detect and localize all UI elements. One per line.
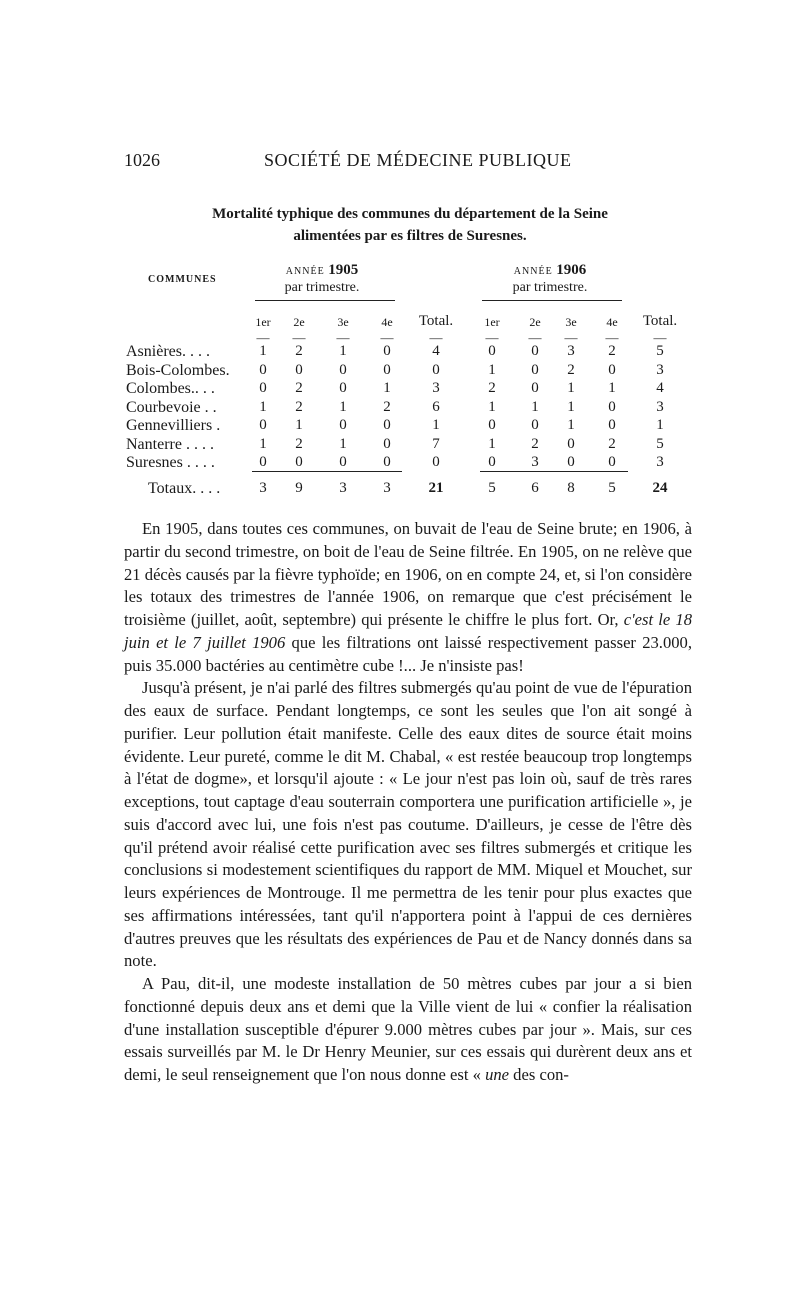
commune-name: Bois-Colombes.: [126, 361, 230, 379]
column-dash: —: [485, 330, 499, 345]
body-text: [124, 518, 692, 1087]
table-cell: 0: [339, 380, 347, 396]
totals-cell: 3: [259, 480, 267, 496]
table-cell: 2: [295, 435, 303, 452]
header-rule-1905: [255, 300, 395, 301]
commune-name: Nanterre . . . .: [126, 435, 214, 453]
table-cell: 0: [567, 454, 575, 470]
table-cell: 0: [383, 435, 391, 452]
table-cell: 0: [383, 361, 391, 378]
table-title-line-2: alimentées par es filtres de Suresnes.: [293, 228, 527, 244]
communes-header: COMMUNES: [148, 274, 217, 285]
table-cell: 1: [339, 435, 347, 452]
commune-name: Asnières. . . .: [126, 343, 210, 360]
table-cell: 0: [432, 361, 440, 378]
totals-cell: 8: [567, 480, 575, 496]
totals-label: Totaux. . . .: [148, 480, 221, 497]
table-cell: 0: [531, 417, 539, 433]
table-cell: 3: [567, 343, 575, 359]
journal-title: SOCIÉTÉ DE MÉDECINE PUBLIQUE: [264, 150, 572, 170]
table-cell: 1: [259, 398, 267, 415]
table-cell: 1: [432, 417, 440, 433]
totals-cell: 21: [428, 480, 444, 496]
table-cell: 0: [259, 380, 267, 396]
table-cell: 0: [608, 417, 616, 433]
table-cell: 0: [608, 454, 616, 470]
table-cell: 2: [295, 380, 303, 396]
table-cell: 2: [295, 343, 303, 359]
quarter-header-1905: 3e: [337, 315, 349, 329]
table-cell: 1: [567, 398, 575, 415]
table-cell: 1: [531, 398, 539, 415]
table-cell: 2: [608, 435, 616, 452]
table-cell: 0: [531, 343, 539, 359]
column-dash: —: [528, 330, 542, 345]
totals-cell: 9: [295, 480, 303, 496]
table-cell: 0: [339, 417, 347, 433]
table-cell: 0: [383, 417, 391, 433]
table-cell: 3: [656, 361, 664, 378]
table-cell: 1: [488, 435, 496, 452]
quarter-header-1905: 4e: [381, 315, 393, 329]
totals-cell: 6: [531, 480, 539, 496]
totals-rule-1906: [480, 471, 628, 472]
year-value: 1906: [556, 262, 587, 278]
paragraph-1-text-end: que les filtrations ont laissé respectivement passer 23.000, puis 35.000 bactéries au centimètre cube !... Je n'insiste pas!: [124, 632, 692, 675]
commune-name: Suresnes . . . .: [126, 454, 215, 471]
table-cell: 0: [259, 454, 267, 470]
table-cell: 0: [339, 361, 347, 378]
header-rule-1906: [482, 300, 622, 301]
table-cell: 0: [488, 454, 496, 470]
table-cell: 1: [488, 398, 496, 415]
table-cell: 0: [259, 361, 267, 378]
paragraph-3-text: A Pau, dit-il, une modeste installation de 50 mètres cubes par jour a si bien fonctionné depuis deux ans et demi que la Ville vient de lui « confier la réalisation d'une installation susceptible d'épurer 9.000 mètres cubes par jour ». Mais, sur ces essais surveillés par M. le Dr Henry Meunier, sur ces essais qui durèrent deux ans et demi, le seul renseignement que l'on nous donne est «: [124, 974, 692, 1084]
totals-cell: 3: [339, 480, 347, 496]
table-cell: 2: [531, 435, 539, 452]
column-dash: —: [336, 330, 350, 345]
table-cell: 0: [488, 343, 496, 359]
paragraph-2: Jusqu'à présent, je n'ai parlé des filtres submergés qu'au point de vue de l'épuration des eaux de surface. Pendant longtemps, ce sont les seules que l'on ait songé à purifier. Leur pollution était manifeste. Celle des eaux dites de source était moins évidente. Leur pureté, comme le dit M. Chabal, « est restée beaucoup trop longtemps à l'état de dogme», et lorsqu'il ajoute : « Le jour n'est pas loin où, sauf de très rares exceptions, tout captage d'eau souterrain comportera une purification artificielle », je suis d'accord avec lui, une fois n'est pas coutume. D'ailleurs, je cesse de l'être dès qu'il prétend avoir réalisé cette purification avec ses filtres submergés et critique les conclusions si modestement scientifiques du rapport de MM. Miquel et Mouchet, sur leurs expériences de Montrouge. Il me permettra de les tenir pour plus exactes que ses affirmations intéressées, tant qu'il n'apportera point à l'appui de ces dernières d'autres preuves que les résultats des expériences de Pau et de Nancy donnés dans sa note.: [124, 678, 692, 971]
table-cell: 2: [488, 380, 496, 396]
table-title-line-1: Mortalité typhique des communes du département de la Seine: [212, 206, 608, 222]
table-cell: 1: [339, 398, 347, 415]
table-cell: 3: [656, 398, 664, 415]
table-cell: 2: [608, 343, 616, 359]
column-dash: —: [605, 330, 619, 345]
mortality-table: [0, 0, 800, 520]
quarter-header-1906: 2e: [529, 315, 541, 329]
table-cell: 0: [295, 454, 303, 470]
quarter-header-1905: 1er: [255, 315, 271, 329]
table-cell: 1: [488, 361, 496, 378]
paragraph-3-italic: une: [485, 1065, 510, 1084]
per-quarter-1905: par trimestre.: [284, 280, 360, 295]
table-cell: 0: [608, 398, 616, 415]
table-cell: 0: [608, 361, 616, 378]
quarter-header-1906: 1er: [484, 315, 500, 329]
page-number: 1026: [124, 150, 160, 170]
total-header-1905: Total.: [418, 313, 454, 329]
year-label: ANNÉE: [513, 266, 553, 277]
year-label: ANNÉE: [285, 266, 325, 277]
table-cell: 1: [567, 380, 575, 396]
column-dash: —: [256, 330, 270, 345]
column-dash: —: [292, 330, 306, 345]
table-cell: 0: [339, 454, 347, 470]
table-cell: 4: [656, 380, 664, 396]
totals-cell: 24: [652, 480, 668, 496]
table-cell: 3: [432, 380, 440, 396]
year-1905-header: [286, 262, 358, 279]
column-dash: —: [380, 330, 394, 345]
table-cell: 1: [295, 417, 303, 433]
table-cell: 6: [432, 398, 440, 415]
table-cell: 5: [656, 435, 664, 452]
table-cell: 0: [488, 417, 496, 433]
column-dash: —: [564, 330, 578, 345]
year-value: 1905: [328, 262, 359, 278]
table-cell: 1: [608, 380, 616, 396]
paragraph-3-text-end: des con-: [509, 1065, 569, 1084]
table-cell: 1: [259, 435, 267, 452]
table-cell: 0: [531, 380, 539, 396]
table-cell: 1: [383, 380, 391, 396]
table-cell: 5: [656, 343, 664, 359]
table-cell: 0: [383, 454, 391, 470]
table-cell: 0: [432, 454, 440, 470]
commune-name: Colombes.. . .: [126, 380, 215, 397]
table-cell: 1: [339, 343, 347, 359]
per-quarter-1906: par trimestre.: [512, 280, 588, 295]
table-cell: 3: [531, 454, 539, 470]
column-dash: —: [429, 330, 443, 345]
table-cell: 7: [432, 435, 440, 452]
quarter-header-1905: 2e: [293, 315, 305, 329]
totals-cell: 5: [488, 480, 496, 496]
table-cell: 3: [656, 454, 664, 470]
total-header-1906: Total.: [642, 313, 678, 329]
table-cell: 1: [259, 343, 267, 359]
totals-cell: 5: [608, 480, 616, 496]
paragraph-1: [124, 518, 692, 677]
table-cell: 2: [567, 361, 575, 378]
table-cell: 4: [432, 343, 440, 359]
column-dash: —: [653, 330, 667, 345]
table-cell: 1: [656, 417, 664, 433]
commune-name: Courbevoie . .: [126, 398, 217, 416]
year-1906-header: [514, 262, 586, 279]
table-cell: 0: [259, 417, 267, 433]
commune-name: Gennevilliers .: [126, 417, 221, 434]
table-cell: 0: [567, 435, 575, 452]
table-cell: 1: [567, 417, 575, 433]
paragraph-3: [124, 973, 692, 1087]
quarter-header-1906: 4e: [606, 315, 618, 329]
totals-rule-1905: [252, 471, 402, 472]
totals-cell: 3: [383, 480, 391, 496]
paragraph-1-text: En 1905, dans toutes ces communes, on buvait de l'eau de Seine brute; en 1906, à partir du second trimestre, on boit de l'eau de Seine filtrée. En 1905, on ne relève que 21 décès causés par la fièvre typhoïde; en 1906, on en compte 24, et, si l'on considère les totaux des trimestres de l'année 1906, on remarque que c'est précisément le troisième (juillet, août, septembre) qui présente le chiffre le plus fort. Or,: [124, 519, 692, 629]
table-cell: 2: [295, 398, 303, 415]
table-cell: 0: [531, 361, 539, 378]
table-cell: 0: [295, 361, 303, 378]
table-cell: 0: [383, 343, 391, 359]
quarter-header-1906: 3e: [565, 315, 577, 329]
paragraph-1-italic: c'est le 18 juin et le 7 juillet 1906: [124, 610, 692, 652]
table-cell: 2: [383, 398, 391, 415]
